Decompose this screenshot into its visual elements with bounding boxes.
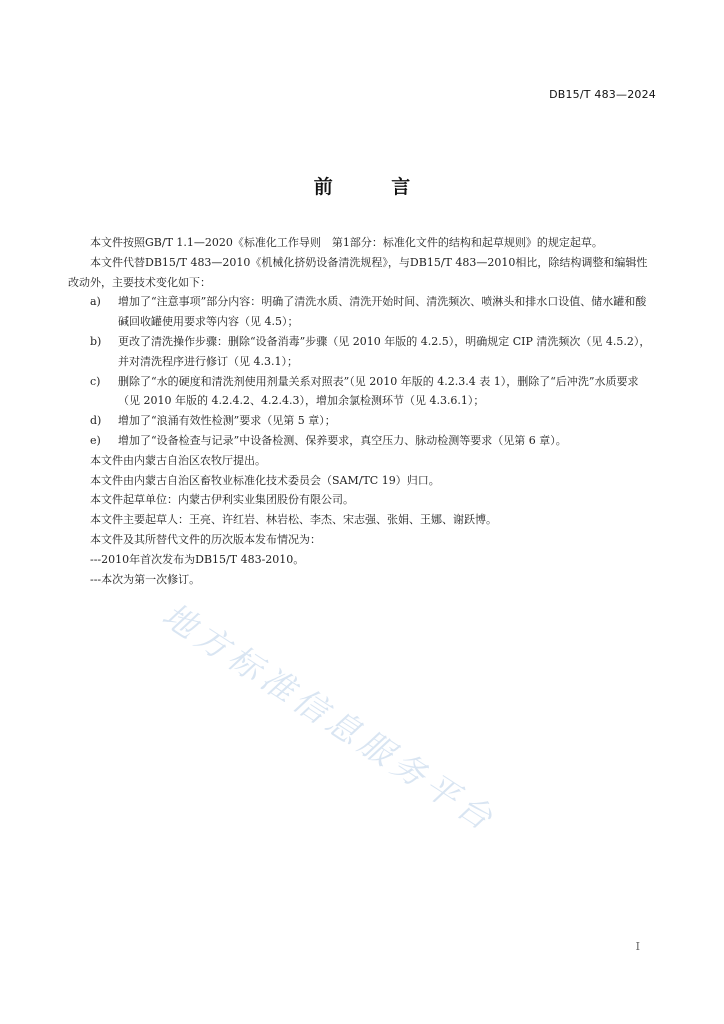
- list-item: [68, 332, 656, 372]
- statement-drafters: 本文件主要起草人：王亮、许红岩、林岩松、李杰、宋志强、张娟、王娜、谢跃博。: [90, 513, 497, 527]
- statement-proposer: 本文件由内蒙古自治区农牧厅提出。: [90, 453, 266, 467]
- page-number: I: [635, 940, 640, 953]
- list-item-text: 增加了“浪涌有效性检测”要求（见第 5 章）；: [118, 414, 336, 428]
- list-marker: d): [90, 414, 102, 428]
- list-item-text: 删除了“水的硬度和清洗剂使用剂量关系对照表”（见 2010 年版的 4.2.3.4 表 1），删除了“后冲洗”水质要求（见 2010 年版的 4.2.4.2、4.2.4.3），增加余氯检测环节（见 4.3.6.1）；: [118, 374, 639, 408]
- foreword-body: [68, 233, 656, 589]
- list-item: [68, 431, 656, 451]
- list-item-text: 更改了清洗操作步骤：删除“设备消毒”步骤（见 2010 年版的 4.2.5），明确规定 CIP 清洗频次（见 4.5.2），并对清洗程序进行修订（见 4.3.1）；: [118, 334, 651, 368]
- statement-committee: 本文件由内蒙古自治区畜牧业标准化技术委员会（SAM/TC 19）归口。: [90, 473, 440, 487]
- history-first-edition: ---2010年首次发布为DB15/T 483-2010。: [90, 552, 305, 566]
- list-marker: b): [90, 334, 102, 348]
- document-code: DB15/T 483—2024: [549, 88, 656, 101]
- statement-history: 本文件及其所替代文件的历次版本发布情况为：: [90, 532, 321, 546]
- statement-drafting-unit: 本文件起草单位：内蒙古伊利实业集团股份有限公司。: [90, 493, 354, 507]
- list-item-text: 增加了“注意事项”部分内容：明确了清洗水质、清洗开始时间、清洗频次、喷淋头和排水口设值、储水罐和酸碱回收罐使用要求等内容（见 4.5）；: [118, 295, 647, 329]
- list-item: [68, 292, 656, 332]
- history-current-revision: ---本次为第一次修订。: [90, 572, 201, 586]
- list-item: [68, 411, 656, 431]
- list-marker: c): [90, 374, 101, 388]
- list-item-text: 增加了“设备检查与记录”中设备检测、保养要求，真空压力、脉动检测等要求（见第 6 章）。: [118, 433, 567, 447]
- page-title: 前 言: [313, 176, 437, 198]
- list-item: [68, 372, 656, 412]
- paragraph-drafting-basis: 本文件按照GB/T 1.1—2020《标准化工作导则 第1部分：标准化文件的结构和起草规则》的规定起草。: [90, 236, 603, 249]
- list-marker: a): [90, 295, 101, 309]
- watermark: 地方标准信息服务平台: [155, 595, 504, 841]
- paragraph-replacement: 本文件代替DB15/T 483—2010《机械化挤奶设备清洗规程》，与DB15/T 483—2010相比，除结构调整和编辑性改动外，主要技术变化如下：: [68, 255, 648, 289]
- list-marker: e): [90, 433, 101, 447]
